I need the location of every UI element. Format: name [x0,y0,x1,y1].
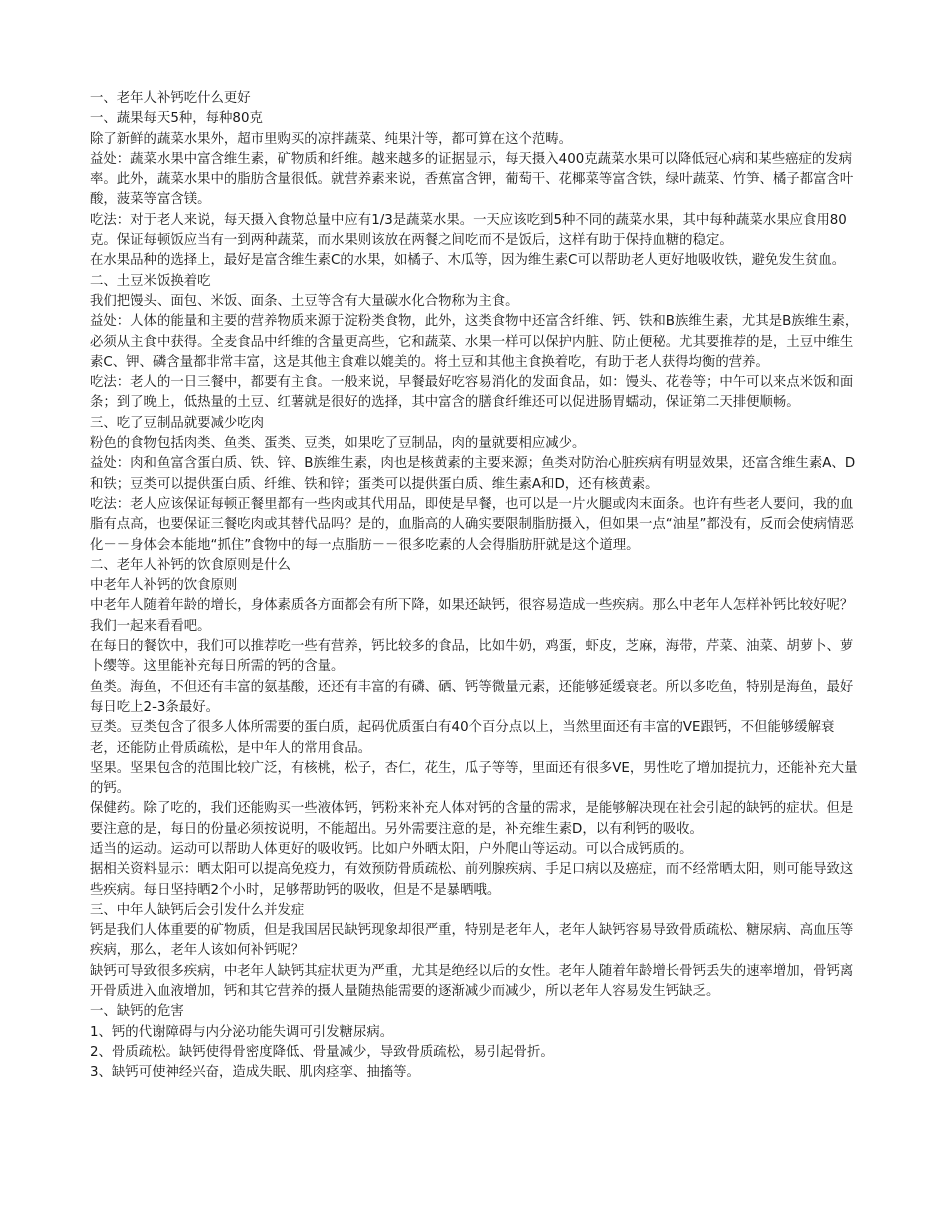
paragraph: 粉色的食物包括肉类、鱼类、蛋类、豆类，如果吃了豆制品，肉的量就要相应减少。 [90,436,586,452]
heading-section-2: 二、老年人补钙的饮食原则是什么 [90,557,291,573]
paragraph: 吃法：对于老人来说，每天摄入食物总量中应有1/3是蔬菜水果。一天应该吃到5种不同的蔬菜水果，其中每种蔬菜水果应食用80克。保证每顿饭应当有一到两种蔬菜，而水果则该放在两餐之间吃而不是饭后，这样有助于保持血糖的稳定。 [90,212,847,249]
paragraph: 除了新鲜的蔬菜水果外，超市里购买的凉拌蔬菜、纯果汁等，都可算在这个范畴。 [90,131,573,147]
paragraph: 据相关资料显示：晒太阳可以提高免疫力，有效预防骨质疏松、前列腺疾病、手足口病以及癌症，而不经常晒太阳，则可能导致这些疾病。每日坚持晒2个小时，足够帮助钙的吸收，但是不是暴晒哦。 [90,862,854,898]
heading-section-1: 一、老年人补钙吃什么更好 [90,91,251,106]
subheading-soy-meat: 三、吃了豆制品就要减少吃肉 [90,415,265,431]
subheading-staple-food: 二、土豆米饭换着吃 [90,273,211,289]
heading-section-3: 三、中年人缺钙后会引发什么并发症 [90,902,305,918]
subheading-fruits-vegetables: 一、蔬果每天5种，每种80克 [90,111,263,127]
list-item: 2、骨质疏松。缺钙使得骨密度降低、骨量减少，导致骨质疏松，易引起骨折。 [90,1044,554,1060]
paragraph: 益处：人体的能量和主要的营养物质来源于淀粉类食物，此外，这类食物中还富含纤维、钙、铁和B族维生素，尤其是B族维生素，必须从主食中获得。全麦食品中纤维的含量更高些，它和蔬菜、水果一样可以保护内脏、防止便秘。尤其要推荐的是，土豆中维生素C、钾、磷含量都非常丰富，这是其他主食难以媲美的。将土豆和其他主食换着吃，有助于老人获得均衡的营养。 [90,314,859,370]
paragraph: 豆类。豆类包含了很多人体所需要的蛋白质，起码优质蛋白有40个百分点以上，当然里面还有丰富的VE跟钙，不但能够缓解衰老，还能防止骨质疏松，是中年人的常用食品。 [90,720,835,756]
paragraph: 益处：蔬菜水果中富含维生素，矿物质和纤维。越来越多的证据显示，每天摄入400克蔬菜水果可以降低冠心病和某些癌症的发病率。此外，蔬菜水果中的脂肪含量很低。就营养素来说，香蕉富含钾，葡萄干、花椰菜等富含铁，绿叶蔬菜、竹笋、橘子都富含叶酸，菠菜等富含镁。 [90,151,854,208]
paragraph: 在每日的餐饮中，我们可以推荐吃一些有营养，钙比较多的食品，比如牛奶，鸡蛋，虾皮，芝麻，海带，芹菜、油菜、胡萝卜、萝卜缨等。这里能补充每日所需的钙的含量。 [90,639,854,675]
paragraph: 吃法：老人应该保证每顿正餐里都有一些肉或其代用品，即使是早餐，也可以是一片火腿或肉末面条。也许有些老人要问，我的血脂有点高，也要保证三餐吃肉或其替代品吗？是的，血脂高的人确实要限制脂肪摄入，但如果一点“油星”都没有，反而会使病情恶化－－身体会本能地“抓住”食物中的每一点脂肪－－很多吃素的人会得脂肪肝就是这个道理。 [90,496,854,553]
subheading-calcium-harm: 一、缺钙的危害 [90,1004,184,1020]
paragraph: 适当的运动。运动可以帮助人体更好的吸收钙。比如户外晒太阳，户外爬山等运动。可以合成钙质的。 [90,841,693,857]
document-body [90,89,860,1084]
paragraph: 钙是我们人体重要的矿物质，但是我国居民缺钙现象却很严重，特别是老年人，老年人缺钙容易导致骨质疏松、糖尿病、高血压等疾病，那么，老年人该如何补钙呢？ [90,923,854,959]
paragraph: 益处：肉和鱼富含蛋白质、铁、锌、B族维生素，肉也是核黄素的主要来源；鱼类对防治心脏疾病有明显效果，还富含维生素A、D和铁；豆类可以提供蛋白质、纤维、铁和锌；蛋类可以提供蛋白质、维生素A和D，还有核黄素。 [90,456,856,492]
paragraph: 我们把馒头、面包、米饭、面条、土豆等含有大量碳水化合物称为主食。 [90,293,519,309]
paragraph: 保健药。除了吃的，我们还能购买一些液体钙，钙粉来补充人体对钙的含量的需求，是能够解决现在社会引起的缺钙的症状。但是要注意的是，每日的份量必须按说明，不能超出。另外需要注意的是，补充维生素D，以有利钙的吸收。 [90,801,854,837]
list-item: 1、钙的代谢障碍与内分泌功能失调可引发糖尿病。 [90,1024,394,1040]
subheading-diet-principles: 中老年人补钙的饮食原则 [90,578,238,594]
paragraph: 在水果品种的选择上，最好是富含维生素C的水果，如橘子、木瓜等，因为维生素C可以帮助老人更好地吸收铁，避免发生贫血。 [90,253,846,269]
paragraph: 坚果。坚果包含的范围比较广泛，有核桃，松子，杏仁，花生，瓜子等等，里面还有很多VE，男性吃了增加提抗力，还能补充大量的钙。 [90,760,858,797]
paragraph: 吃法：老人的一日三餐中，都要有主食。一般来说，早餐最好吃容易消化的发面食品，如：馒头、花卷等；中午可以来点米饭和面条；到了晚上，低热量的土豆、红薯就是很好的选择，其中富含的膳食纤维还可以促进肠胃蠕动，保证第二天排便顺畅。 [90,375,854,411]
paragraph: 鱼类。海鱼，不但还有丰富的氨基酸，还还有丰富的有磷、硒、钙等微量元素，还能够延缓衰老。所以多吃鱼，特别是海鱼，最好每日吃上2-3条最好。 [90,679,854,715]
paragraph: 缺钙可导致很多疾病，中老年人缺钙其症状更为严重，尤其是绝经以后的女性。老年人随着年龄增长骨钙丢失的速率增加，骨钙离开骨质进入血液增加，钙和其它营养的摄人量随热能需要的逐渐减少而减少，所以老年人容易发生钙缺乏。 [90,963,854,1000]
list-item: 3、缺钙可使神经兴奋，造成失眠、肌肉痉挛、抽搐等。 [90,1065,420,1081]
paragraph: 中老年人随着年龄的增长，身体素质各方面都会有所下降，如果还缺钙，很容易造成一些疾病。那么中老年人怎样补钙比较好呢？我们一起来看看吧。 [90,598,854,634]
